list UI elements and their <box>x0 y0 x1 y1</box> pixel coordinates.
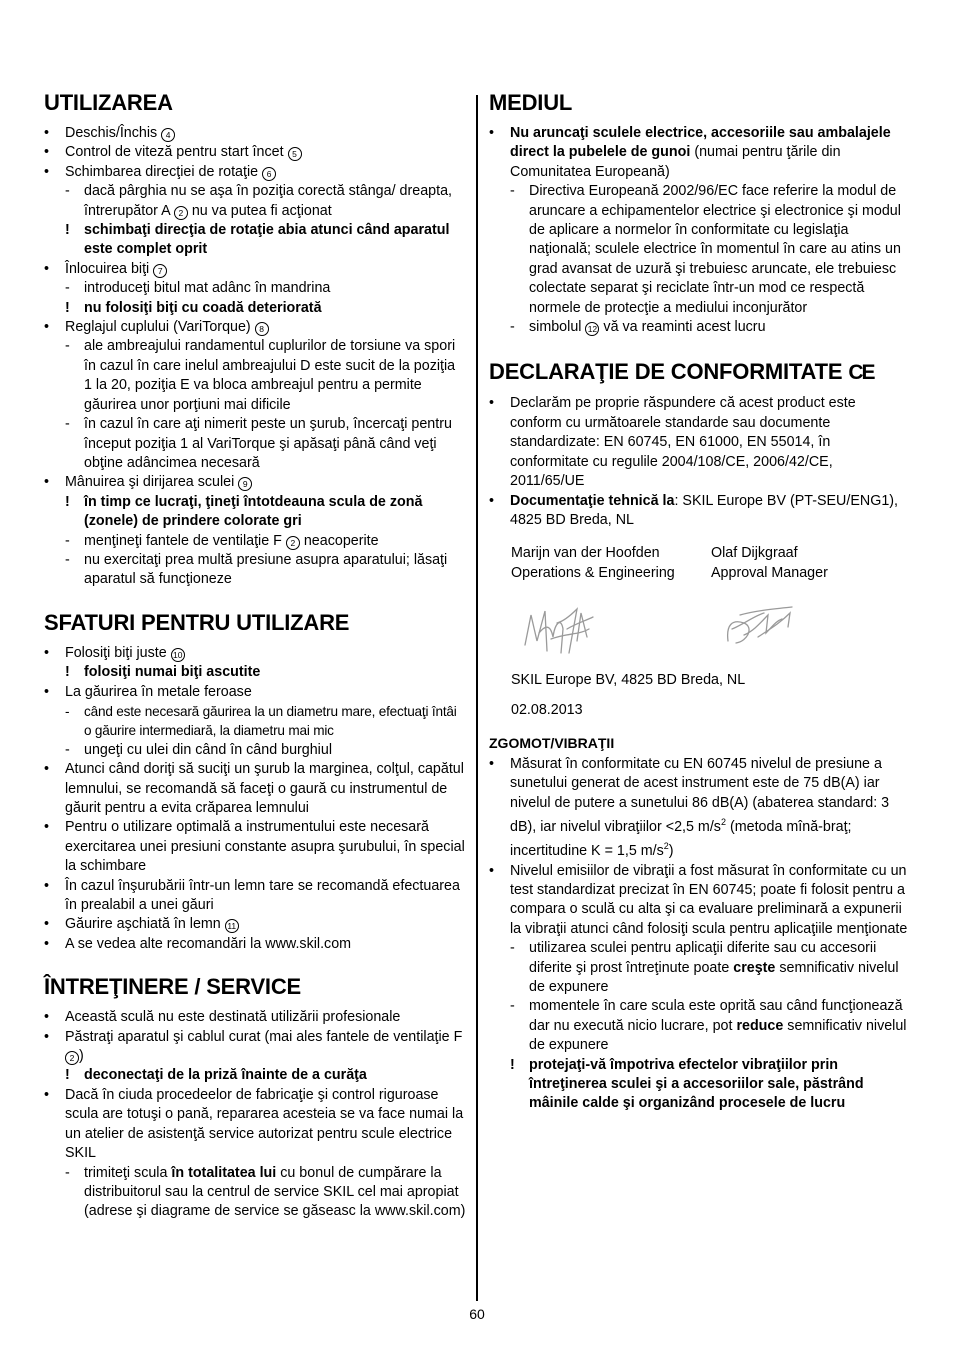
signature-2-icon <box>714 593 911 663</box>
item-text: cu bonul de cumpărare la distribuitorul sau la centrul de service SKIL cel mai apropiat (adrese şi diagrame de service se găseasc la www.skil.com) <box>84 1164 466 1220</box>
signatory-1-role: Operations & Engineering <box>511 564 675 581</box>
item-text: nu va putea fi acţionat <box>191 202 332 219</box>
list-marker: • <box>44 144 50 161</box>
circled-number-icon: 4 <box>161 128 175 142</box>
item-text: trimiteţi scula <box>84 1164 172 1181</box>
item-text: menţineţi fantele de ventilaţie F <box>84 532 282 549</box>
list-marker: - <box>65 703 70 719</box>
item-text: Atunci când doriţi să suciţi un şurub la marginea, colţul, capătul lemnului, se recomandă să faceţi o gaură cu instrumentul de găurit pentru a evita crăparea lemnului <box>65 761 464 816</box>
signatory-1 <box>511 544 711 583</box>
sfaturi-list <box>44 644 466 955</box>
utilizarea-list <box>44 124 466 590</box>
bullet-item <box>44 760 466 818</box>
item-text: introduceţi bitul mat adânc în mandrina <box>84 280 331 297</box>
circled-number-icon: 8 <box>255 322 269 336</box>
section-title-mediul: MEDIUL <box>489 90 573 115</box>
sub-item <box>489 997 911 1055</box>
list-marker: • <box>44 260 50 277</box>
list-marker: • <box>44 819 50 836</box>
item-text: Nivelul emisiilor de vibraţii a fost măsurat în conformitate cu un test standardizat precizat în EN 60745; poate fi folosit pentru a compara o sculă cu alta şi ca evaluare preliminară a expunerii la vibraţii atunci când folosiţi scula pentru aplicaţiile menţionate <box>510 862 908 937</box>
item-bold-text: Nu aruncaţi sculele electrice, accesoriile sau ambalajele direct la pubelele de gunoi <box>510 125 891 161</box>
list-marker: ! <box>510 1056 515 1073</box>
bullet-item <box>44 935 466 954</box>
signatures <box>517 593 911 667</box>
circled-number-icon: 2 <box>174 206 188 220</box>
item-text: Control de viteză pentru start încet <box>65 144 284 161</box>
company-address: SKIL Europe BV, 4825 BD Breda, NL <box>511 672 746 689</box>
item-text: momentele în care scula este oprită sau când funcţionează dar nu execută nicio lucrare, pot <box>529 998 903 1034</box>
bullet-item <box>44 318 466 337</box>
sub-item <box>44 279 466 298</box>
sub-item <box>489 318 911 337</box>
item-text: protejaţi-vă împotriva efectelor vibraţiilor prin întreţinerea sculei şi a accesoriilor sale, păstrând mâinile calde şi organizând procesele de lucru <box>529 1056 864 1112</box>
zgomot-list <box>489 755 911 1114</box>
list-marker: • <box>44 683 50 700</box>
declaration-date: 02.08.2013 <box>511 701 583 718</box>
item-text: semnificativ nivelul de expunere <box>529 959 899 995</box>
list-marker: • <box>489 492 495 509</box>
warning-item <box>44 663 466 682</box>
list-marker: • <box>44 125 50 141</box>
right-column <box>489 90 911 1114</box>
list-marker: ! <box>65 222 70 239</box>
item-text: Pentru o utilizare optimală a instrumentului este necesară exercitarea unei presiuni constante asupra şurubului, în special la schimbare <box>65 819 465 875</box>
list-marker: • <box>44 1009 50 1026</box>
circled-number-icon: 6 <box>262 167 276 181</box>
warning-item <box>489 1056 911 1114</box>
bullet-item <box>489 124 911 182</box>
item-text: vă va reaminti acest lucru <box>603 319 766 336</box>
list-marker: - <box>65 183 70 200</box>
page-number: 60 <box>469 1306 485 1322</box>
warning-item <box>44 493 466 532</box>
list-marker: • <box>489 395 495 412</box>
circled-number-icon: 5 <box>288 147 302 161</box>
item-text: : SKIL Europe BV (PT-SEU/ENG1), 4825 BD Breda, NL <box>510 492 899 528</box>
bullet-item <box>44 877 466 916</box>
list-marker: - <box>510 940 515 957</box>
sub-item <box>44 532 466 551</box>
sub-item <box>489 182 911 318</box>
list-marker: ! <box>65 664 70 681</box>
sub-item <box>44 182 466 221</box>
item-text: Această sculă nu este destinată utilizării profesionale <box>65 1009 401 1026</box>
item-text: ungeţi cu ulei din când în când burghiul <box>84 741 332 758</box>
circled-number-icon: 11 <box>225 919 239 933</box>
item-text: în cazul în care aţi nimerit peste un şurub, încercaţi pentru început poziţia 1 al VariTorque şi apăsaţi până când veţi obţine adâncimea necesară <box>84 416 452 471</box>
item-bold-text: Documentaţie tehnică la <box>510 492 675 509</box>
sub-item <box>489 939 911 997</box>
list-marker: - <box>65 551 70 568</box>
list-marker: • <box>44 761 50 778</box>
circled-number-icon: 7 <box>153 264 167 278</box>
list-marker: • <box>489 862 495 879</box>
circled-number-icon: 9 <box>238 477 252 491</box>
item-text: Declarăm pe proprie răspundere că acest product este conform cu următoarele standarde sau documente standardizate: EN 60745, EN 61000, EN 55014, în conformitate cu regulile 2004/108/CE, 2006/42/CE, 2011/65/UE <box>510 395 856 490</box>
section-title-declaratie <box>489 359 911 386</box>
list-marker: • <box>44 644 50 661</box>
item-bold-text: reduce <box>736 1017 784 1034</box>
bullet-item <box>489 862 911 940</box>
item-text: Păstraţi aparatul şi cablul curat (mai ales fantele de ventilaţie F <box>65 1028 463 1045</box>
sub-item <box>44 551 466 590</box>
bullet-item <box>44 124 466 143</box>
warning-item <box>44 1066 466 1085</box>
list-marker: • <box>489 755 495 772</box>
bullet-item <box>44 143 466 162</box>
list-marker: • <box>44 916 50 933</box>
item-text: simbolul <box>529 319 582 336</box>
sub-item <box>44 702 466 741</box>
list-marker: - <box>65 280 70 297</box>
list-marker: • <box>44 1086 50 1103</box>
ce-mark-icon: CE <box>848 361 874 385</box>
list-marker: - <box>65 338 70 355</box>
sub-item <box>44 741 466 760</box>
item-text: ale ambreajului randamentul cuplurilor de torsiune va spori în cazul în care inelul ambreajului D este sucit de la poziţia 1 la 20, poziţia E va bloca ambreajul pentru a permite găurirea unor porţiuni mai dificile <box>84 338 456 413</box>
list-marker: - <box>510 998 515 1015</box>
item-text: dacă pârghia nu se aşa în poziţia corectă stânga/ dreapta, întrerupător A <box>84 183 452 219</box>
signature-1-icon <box>517 593 714 663</box>
item-text: ) <box>79 1048 84 1065</box>
declaratie-list <box>489 394 911 530</box>
bullet-item <box>44 644 466 663</box>
bullet-item <box>44 1008 466 1027</box>
section-title-utilizarea: UTILIZAREA <box>44 90 173 115</box>
bullet-item <box>44 163 466 182</box>
bullet-item <box>489 755 911 862</box>
item-bold-text: în totalitatea lui <box>171 1164 277 1181</box>
signatory-2-role: Approval Manager <box>711 564 828 581</box>
sub-item <box>44 415 466 473</box>
circled-number-icon: 12 <box>585 322 599 336</box>
list-marker: - <box>65 416 70 433</box>
list-marker: ! <box>65 1067 70 1084</box>
item-text: deconectaţi de la priză înainte de a curăţa <box>84 1067 367 1084</box>
item-text: Dacă în ciuda procedeelor de fabricaţie şi control riguroase scula are totuşi o pană, repararea acesteia se va face numai la un atelier de asistenţă service autorizat pentru scule electrice SKIL <box>65 1086 464 1162</box>
item-text: nu folosiţi biţi cu coadă deteriorată <box>84 299 322 316</box>
intretinere-list <box>44 1008 466 1221</box>
list-marker: - <box>510 183 515 200</box>
bullet-item <box>44 1086 466 1164</box>
sub-item <box>44 1164 466 1222</box>
bullet-item <box>44 260 466 279</box>
item-text: Mânuirea şi dirijarea sculei <box>65 474 235 491</box>
signatories <box>511 544 911 583</box>
item-text: Directiva Europeană 2002/96/EC face referire la modul de aruncare a echipamentelor electrice şi electronice şi modul de aplicare a normelor în conformitate cu legislaţia naţională; sculele electrice în momentul în care au atins un grad avansat de uzură şi trebuiesc aruncate, ele trebuiesc colectate separat şi reciclate într-un mod ce respectă normele de protecţie a mediului inconjurător <box>529 183 901 316</box>
list-marker: • <box>44 877 50 894</box>
declaratie-title-text: DECLARAŢIE DE CONFORMITATE <box>489 359 843 385</box>
item-text: Schimbarea direcţiei de rotaţie <box>65 163 259 180</box>
circled-number-icon: 2 <box>286 536 300 550</box>
list-marker: • <box>44 935 50 952</box>
sub-item <box>44 337 466 415</box>
list-marker: - <box>65 532 70 549</box>
section-title-zgomot: ZGOMOT/VIBRAŢII <box>489 734 615 751</box>
warning-item <box>44 299 466 318</box>
list-marker: - <box>65 1164 70 1181</box>
list-marker: ! <box>65 493 70 510</box>
section-title-sfaturi: SFATURI PENTRU UTILIZARE <box>44 609 350 635</box>
item-text: A se vedea alte recomandări la www.skil.com <box>65 935 352 952</box>
item-text: când este necesară găurirea la un diametru mare, efectuaţi întâi o găurire intermediară, la diametru mai mic <box>84 703 457 739</box>
list-marker: • <box>44 163 50 180</box>
bullet-item <box>44 915 466 934</box>
list-marker: ! <box>65 299 70 316</box>
item-text: Deschis/Închis <box>65 125 158 141</box>
item-text: schimbaţi direcţia de rotaţie abia atunci când aparatul este complet oprit <box>84 222 450 258</box>
item-text: Înlocuirea biţi <box>65 260 150 277</box>
bullet-item <box>44 818 466 876</box>
bullet-item <box>489 492 911 531</box>
list-marker: - <box>65 741 70 758</box>
section-title-intretinere: ÎNTREŢINERE / SERVICE <box>44 974 301 1000</box>
signatory-1-name: Marijn van der Hoofden <box>511 545 660 562</box>
item-text: La găurirea în metale feroase <box>65 683 252 700</box>
list-marker: • <box>489 125 495 141</box>
item-text: Folosiţi biţi juste <box>65 644 167 661</box>
left-column <box>44 90 466 1222</box>
item-text: În cazul înşurubării într-un lemn tare se recomandă efectuarea în prealabil a unei găuri <box>65 877 460 914</box>
item-text: Găurire aşchiată în lemn <box>65 916 221 933</box>
column-divider <box>476 95 478 1301</box>
bullet-item <box>489 394 911 491</box>
signatory-2-name: Olaf Dijkgraaf <box>711 545 798 562</box>
signatory-2 <box>711 544 911 583</box>
item-text: nu exercitaţi prea multă presiune asupra aparatului; lăsaţi aparatul să funcţioneze <box>84 551 448 588</box>
item-bold-text: creşte <box>733 959 776 976</box>
bullet-item <box>44 1028 466 1067</box>
mediul-list <box>489 124 911 337</box>
warning-item <box>44 221 466 260</box>
bullet-item <box>44 473 466 492</box>
item-text: semnificativ nivelul de expunere <box>529 1017 907 1054</box>
item-text: folosiţi numai biţi ascutite <box>84 664 261 681</box>
item-text: în timp ce lucraţi, ţineţi întotdeauna scula de zonă (zonele) de prindere colorate gri <box>84 493 423 530</box>
circled-number-icon: 2 <box>65 1051 79 1065</box>
item-text: Reglajul cuplului (VariTorque) <box>65 319 251 336</box>
item-text: Măsurat în conformitate cu EN 60745 nivelul de presiune a sunetului generat de acest instrument este de 75 dB(A) iar nivelul de putere a sunetului 86 dB(A) (abaterea standard: 3 dB), iar nivelul vibraţiilor <2,5 $m/s^2$ (metoda mînă-braţ; incertitudine K = 1,5 $m/s^2$) <box>510 755 890 860</box>
circled-number-icon: 10 <box>171 648 185 662</box>
bullet-item <box>44 683 466 702</box>
list-marker: • <box>44 474 50 491</box>
item-text: neacoperite <box>303 532 379 549</box>
list-marker: • <box>44 319 50 336</box>
item-text: utilizarea sculei pentru aplicaţii diferite sau cu accesorii diferite şi prost întreţinute poate <box>529 940 877 976</box>
item-text: (numai pentru ţările din Comunitatea Europeană) <box>510 144 841 180</box>
list-marker: • <box>44 1028 50 1045</box>
list-marker: - <box>510 319 515 336</box>
